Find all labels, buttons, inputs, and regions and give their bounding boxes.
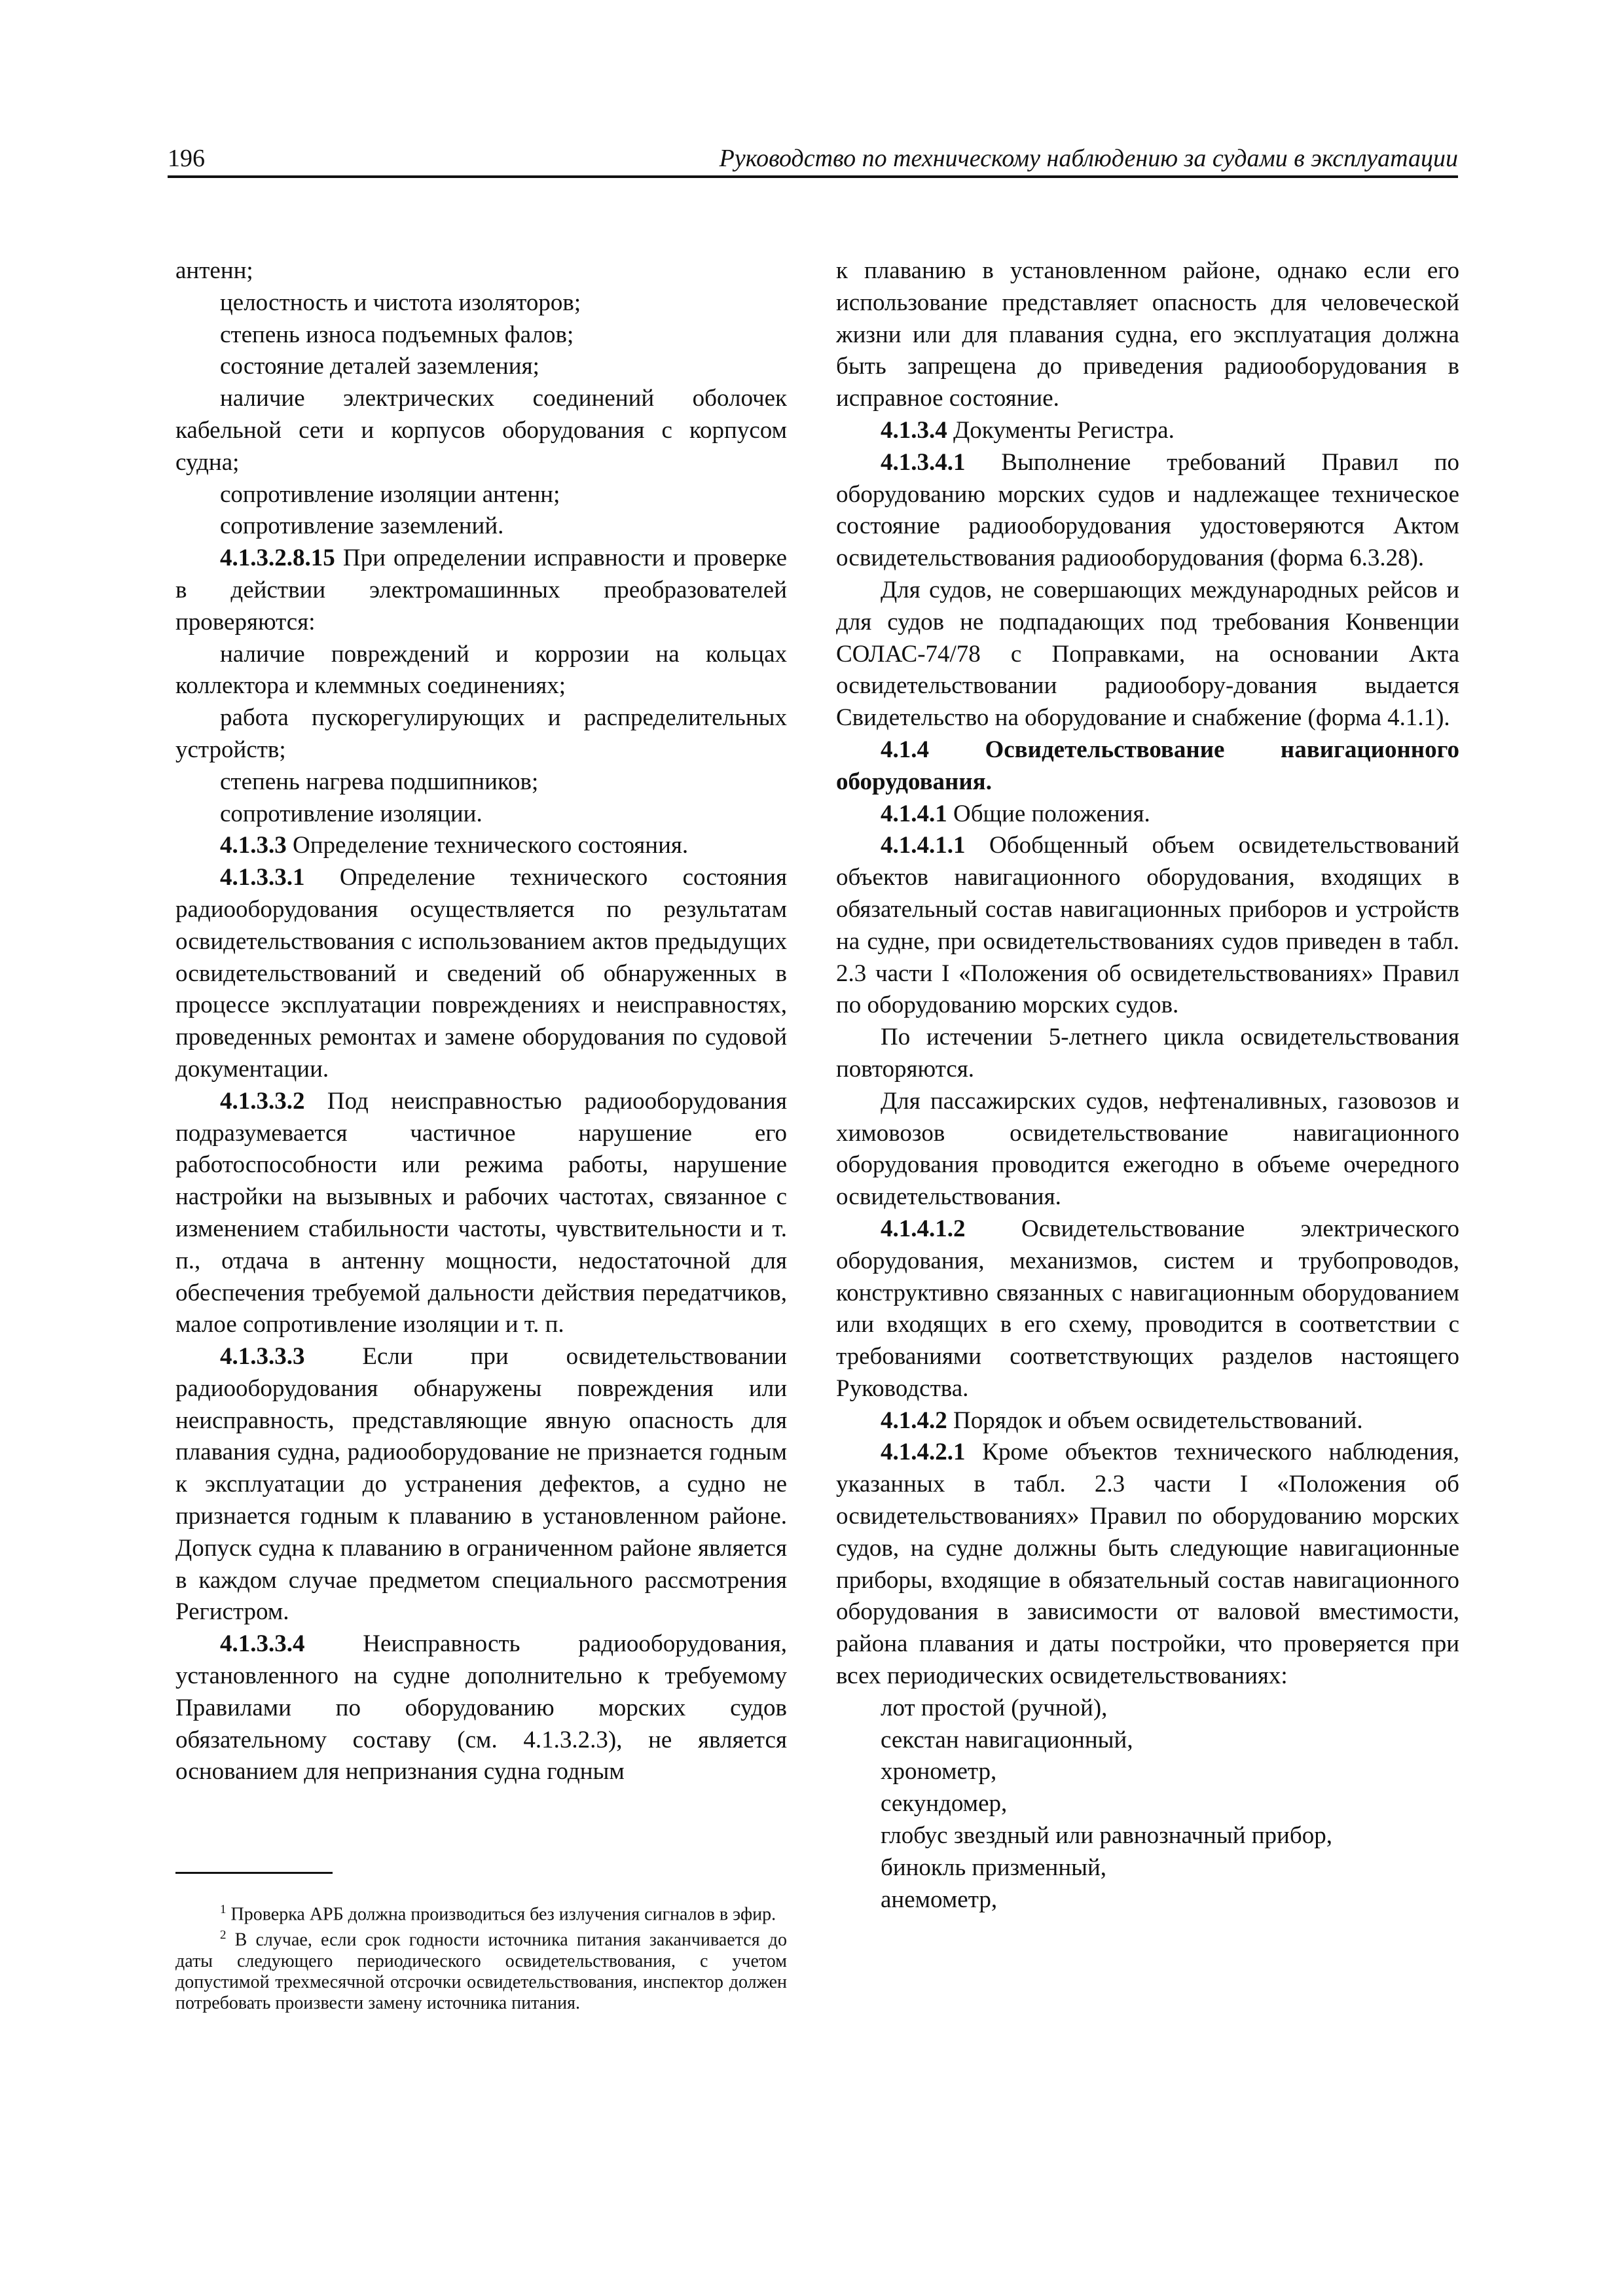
- paragraph-text: степень износа подъемных фалов;: [220, 321, 574, 348]
- paragraph: [175, 287, 787, 319]
- page-header: [168, 139, 1458, 178]
- paragraph-text: Выполнение требований Правил по оборудованию морских судов и надлежащее техническое состояние радиооборудования удостоверяются Актом освидетельствования радиооборудования (форма 6.3.28).: [836, 448, 1459, 572]
- paragraph: [175, 351, 787, 383]
- clause-number: 4.1.4.1.1: [881, 832, 966, 859]
- clause-number: 4.1.3.3.2: [220, 1087, 305, 1115]
- paragraph: [836, 734, 1459, 798]
- paragraph: [836, 798, 1459, 831]
- paragraph: [175, 543, 787, 638]
- clause-number: 4.1.3.3.4: [220, 1630, 305, 1658]
- paragraph-text: работа пускорегулирующих и распределительных устройств;: [175, 704, 787, 763]
- paragraph-text: степень нагрева подшипников;: [220, 768, 539, 795]
- paragraph: [175, 255, 787, 287]
- clause-number: 4.1.3.3.3: [220, 1343, 305, 1371]
- clause-number: 4.1.3.2.8.15: [220, 545, 335, 572]
- paragraph: [836, 1022, 1459, 1086]
- paragraph: [836, 1086, 1459, 1213]
- paragraph-text: Документы Регистра.: [947, 416, 1175, 444]
- paragraph: [175, 1628, 787, 1788]
- paragraph-text: Для судов, не совершающих международных рейсов и для судов не подпадающих под требования Конвенции СОЛАС-74/78 с Поправками, на основании Акта освидетельствовании радиообору-дования выдается Свидетельство на оборудование и снабжение (форма 4.1.1).: [836, 576, 1459, 732]
- paragraph: [836, 447, 1459, 575]
- paragraph-text: наличие электрических соединений оболочек кабельной сети и корпусов оборудования с корпусом судна;: [175, 385, 787, 476]
- paragraph: [175, 319, 787, 351]
- paragraph-text: Определение технического состояния.: [286, 832, 689, 859]
- paragraph-text: сопротивление изоляции.: [220, 800, 483, 827]
- paragraph: [175, 830, 787, 862]
- paragraph: [836, 415, 1459, 447]
- paragraph: [836, 1405, 1459, 1437]
- clause-number: 4.1.4.2.1: [881, 1439, 966, 1466]
- footnote-mark: 2: [220, 1928, 227, 1943]
- paragraph: [836, 1437, 1459, 1692]
- paragraph-text: Неисправность радиооборудования, установленного на судне дополнительно к требуемому Правилами по оборудованию морских судов обязательному составу (см. 4.1.3.2.3), не является основанием для непризнания судна годным: [175, 1630, 787, 1785]
- paragraph-text: лот простой (ручной),: [881, 1694, 1108, 1721]
- paragraph-text: секундомер,: [881, 1790, 1008, 1818]
- paragraph: [175, 1341, 787, 1628]
- paragraph: [836, 830, 1459, 1022]
- paragraph: [836, 255, 1459, 415]
- paragraph-text: состояние деталей заземления;: [220, 353, 539, 380]
- clause-number: 4.1.3.4: [881, 416, 947, 444]
- paragraph-text: Определение технического состояния радиооборудования осуществляется по результатам освидетельствования с использованием актов предыдущих освидетельствований и сведений об обнаруженных в процессе эксплуатации повреждениях и неисправностях, проведенных ремонтах и замене оборудования по судовой документации.: [175, 864, 787, 1083]
- footnote-rule: [175, 1872, 333, 1874]
- paragraph-text: бинокль призменный,: [881, 1854, 1107, 1881]
- paragraph: [836, 1213, 1459, 1405]
- paragraph: [175, 1086, 787, 1341]
- paragraph-text: Порядок и объем освидетельствований.: [947, 1407, 1363, 1434]
- paragraph: [836, 575, 1459, 734]
- paragraph-text: По истечении 5-летнего цикла освидетельствования повторяются.: [836, 1024, 1459, 1083]
- clause-number: 4.1.4 Освидетельствование навигационного оборудования.: [836, 736, 1459, 795]
- clause-number: 4.1.3.4.1: [881, 448, 966, 476]
- clause-number: 4.1.4.1.2: [881, 1215, 966, 1242]
- paragraph: [175, 479, 787, 511]
- footnote-mark: 1: [220, 1903, 227, 1916]
- paragraph: [836, 1725, 1459, 1757]
- paragraph: [175, 798, 787, 831]
- footnote: [175, 1925, 787, 2013]
- paragraph: [175, 383, 787, 478]
- right-column: [836, 255, 1459, 1916]
- paragraph: [836, 1788, 1459, 1820]
- paragraph: [175, 639, 787, 703]
- footnotes: [175, 1899, 787, 2014]
- paragraph-text: Освидетельствование электрического оборудования, механизмов, систем и трубопроводов, конструктивно связанных с навигационным оборудованием или входящих в его схему, проводится в соответствии с требованиями соответствующих разделов настоящего Руководства.: [836, 1215, 1459, 1402]
- paragraph: [175, 511, 787, 543]
- left-column: [175, 255, 787, 1788]
- paragraph: [836, 1756, 1459, 1788]
- paragraph-text: Общие положения.: [947, 800, 1150, 827]
- clause-number: 4.1.4.1: [881, 800, 947, 827]
- paragraph-text: к плаванию в установленном районе, однако если его использование представляет опасность для человеческой жизни или для плавания судна, его эксплуатация должна быть запрещена до приведения радиооборудования в исправное состояние.: [836, 257, 1459, 412]
- paragraph-text: При определении исправности и проверке в действии электромашинных преобразователей проверяются:: [175, 545, 787, 636]
- paragraph-text: Кроме объектов технического наблюдения, указанных в табл. 2.3 части I «Положения об освидетельствованиях» Правил по оборудованию морских судов, на судне должны быть следующие навигационные приборы, входящие в обязательный состав навигационного оборудования в зависимости от валовой вместимости, района плавания и даты постройки, что проверяется при всех периодических освидетельствованиях:: [836, 1439, 1459, 1690]
- page-number: 196: [168, 145, 205, 172]
- paragraph-text: Для пассажирских судов, нефтеналивных, газовозов и химовозов освидетельствование навигационного оборудования проводится ежегодно в объеме очередного освидетельствования.: [836, 1087, 1459, 1211]
- paragraph-text: Обобщенный объем освидетельствований объектов навигационного оборудования, входящих в обязательный состав навигационных приборов и устройств на судне, при освидетельствованиях судов приведен в табл. 2.3 части I «Положения об освидетельствованиях» Правил по оборудованию морских судов.: [836, 832, 1459, 1019]
- paragraph: [175, 766, 787, 798]
- running-title: Руководство по техническому наблюдению за судами в эксплуатации: [719, 145, 1458, 172]
- paragraph-text: секстан навигационный,: [881, 1726, 1133, 1753]
- paragraph-text: сопротивление заземлений.: [220, 512, 504, 540]
- paragraph: [836, 1884, 1459, 1916]
- paragraph-text: антенн;: [175, 257, 253, 284]
- footnote-text: В случае, если срок годности источника питания заканчивается до даты следующего периодического освидетельствования, с учетом допустимой трехмесячной отсрочки освидетельствования, инспектор должен потребовать произвести замену источника питания.: [175, 1929, 787, 2013]
- paragraph: [175, 862, 787, 1086]
- paragraph: [836, 1820, 1459, 1852]
- paragraph-text: глобус звездный или равнозначный прибор,: [881, 1822, 1332, 1850]
- paragraph-text: Под неисправностью радиооборудования подразумевается частичное нарушение его работоспособности или режима работы, нарушение настройки на вызывных и рабочих частотах, связанное с изменением стабильности частоты, чувствительности и т. п., отдача в антенну мощности, недостаточной для обеспечения требуемой дальности действия передатчиков, малое сопротивление изоляции и т. п.: [175, 1087, 787, 1338]
- paragraph-text: Если при освидетельствовании радиооборудования обнаружены повреждения или неисправность, представляющие явную опасность для плавания судна, радиооборудование не признается годным к эксплуатации до устранения дефектов, а судно не признается годным к плаванию в установленном районе. Допуск судна к плаванию в ограниченном районе является в каждом случае предметом специального рассмотрения Регистром.: [175, 1343, 787, 1626]
- paragraph: [836, 1693, 1459, 1725]
- paragraph: [836, 1852, 1459, 1884]
- header-rule: [168, 175, 1458, 178]
- clause-number: 4.1.3.3.1: [220, 864, 305, 891]
- footnote-text: Проверка АРБ должна производиться без излучения сигналов в эфир.: [226, 1904, 776, 1925]
- paragraph: [175, 702, 787, 766]
- footnote: [175, 1899, 787, 1925]
- paragraph-text: наличие повреждений и коррозии на кольцах коллектора и клеммных соединениях;: [175, 640, 787, 700]
- clause-number: 4.1.3.3: [220, 832, 287, 859]
- clause-number: 4.1.4.2: [881, 1407, 947, 1434]
- paragraph-text: хронометр,: [881, 1758, 997, 1785]
- paragraph-text: сопротивление изоляции антенн;: [220, 480, 560, 508]
- paragraph-text: анемометр,: [881, 1886, 998, 1913]
- paragraph-text: целостность и чистота изоляторов;: [220, 289, 581, 316]
